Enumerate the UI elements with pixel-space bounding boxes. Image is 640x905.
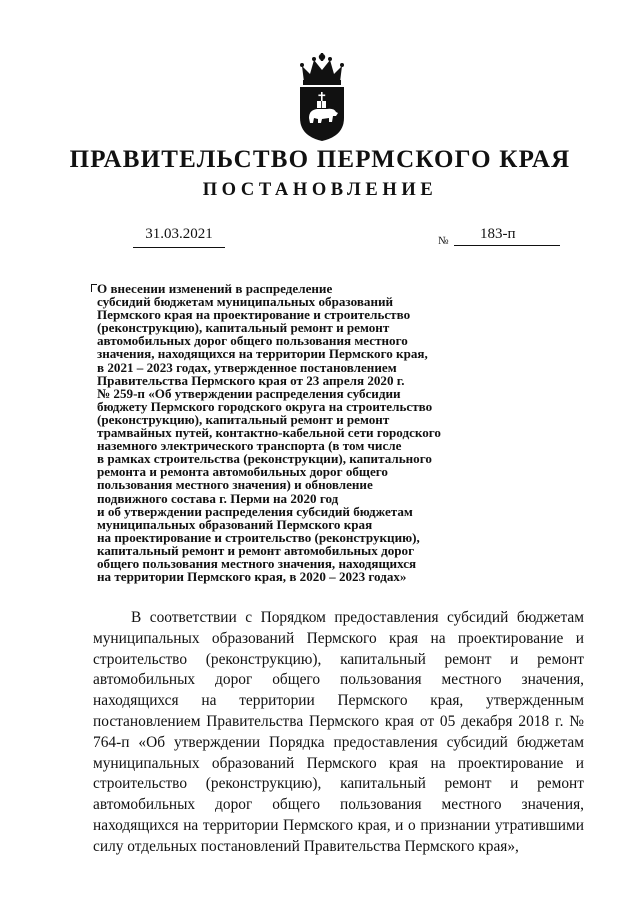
perm-krai-coat-of-arms-icon xyxy=(296,52,348,142)
date-underline xyxy=(133,243,225,248)
authority-title: ПРАВИТЕЛЬСТВО ПЕРМСКОГО КРАЯ xyxy=(69,146,571,173)
number-sign: № xyxy=(438,235,449,247)
document-date: 31.03.2021 xyxy=(145,226,213,242)
document-number: 183-п xyxy=(480,226,516,242)
document-subject: О внесении изменений в распределение субсидий бюджетам муниципальных образований Пермского края на проектирование и строительство (реконструкцию), капитальный ремонт и ремонт автомобильных дорог общего пользования местного значения, находящихся на территории Пермского края, в 2021 – 2023 годах, утвержденное постановлением Правительства Пермского края от 23 апреля 2020 г. № 259-п «Об утверждении распределения субсидии бюджету Пермского городского округа на строительство (реконструкцию), капитальный ремонт и ремонт трамвайных путей, контактно-кабельной сети городского наземного электрического транспорта (в том числе в рамках строительства (реконструкции), капитального ремонта и ремонта автомобильных дорог общего пользования местного значения) и обновление подвижного состава г. Перми на 2020 год и об утверждении распределения субсидий бюджетам муниципальных образований Пермского края на проектирование и строительство (реконструкцию), капитальный ремонт и ремонт автомобильных дорог общего пользования местного значения, находящихся на территории Пермского края, в 2020 – 2023 годах» xyxy=(97,281,441,585)
document-type: ПОСТАНОВЛЕНИЕ xyxy=(202,180,438,200)
preamble-paragraph: В соответствии с Порядком предоставления субсидий бюджетам муниципальных образований Пермского края на проектирование и строительство (реконструкцию), капитальный ремонт и ремонт автомобильных дорог общего пользования местного значения, находящихся на территории Пермского края, утвержденным постановлением Правительства Пермского края от 05 декабря 2018 г. № 764-п «Об утверждении Порядка предоставления субсидий бюджетам муниципальных образований Пермского края на проектирование и строительство (реконструкцию), капитальный ремонт и ремонт автомобильных дорог общего пользования местного значения, находящихся на территории Пермского края, и о признании утратившими силу отдельных постановлений Правительства Пермского края», xyxy=(93,609,584,855)
date-field xyxy=(133,226,225,248)
number-underline xyxy=(454,245,560,246)
